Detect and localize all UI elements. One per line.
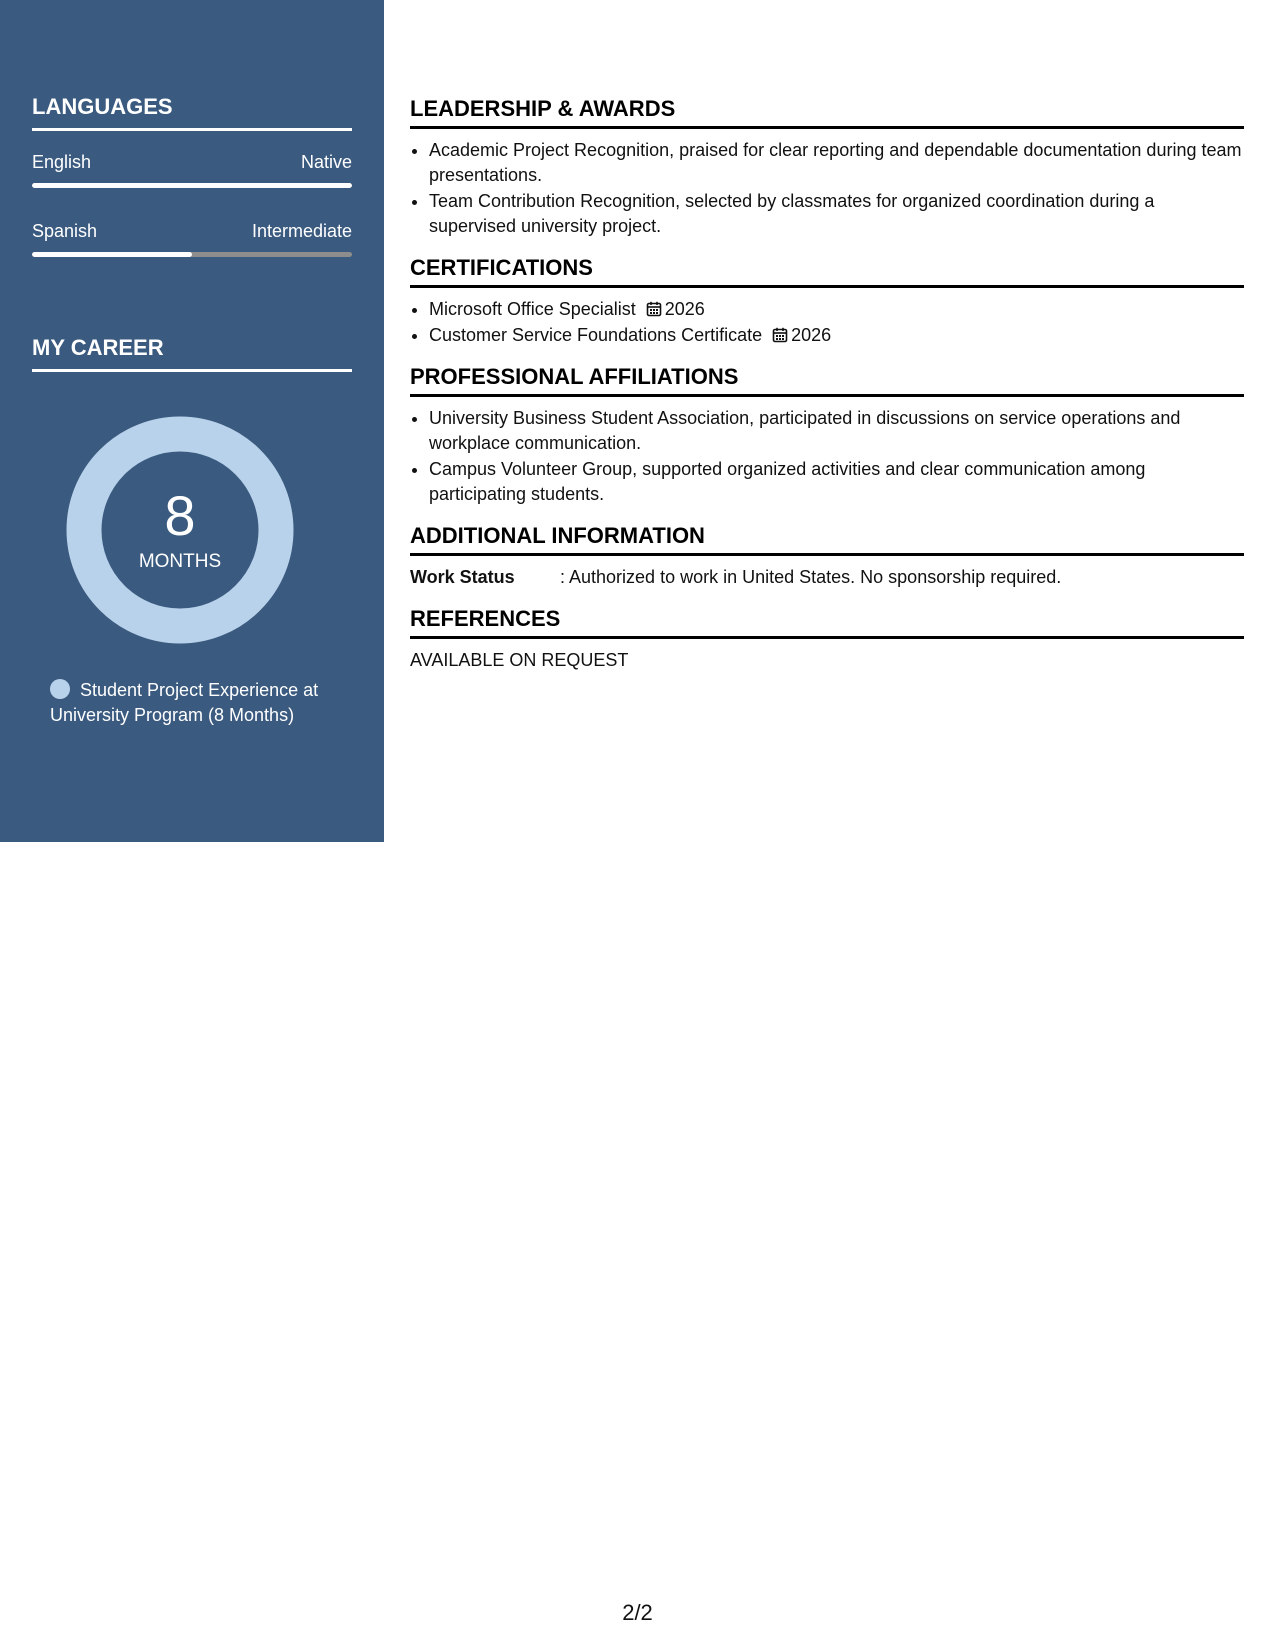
affiliations-section bbox=[410, 364, 1244, 507]
additional-info-section bbox=[410, 523, 1244, 590]
section-title: LEADERSHIP & AWARDS bbox=[410, 96, 1244, 129]
language-level: Intermediate bbox=[251, 221, 352, 241]
language-bar-spanish bbox=[32, 252, 352, 257]
section-title: PROFESSIONAL AFFILIATIONS bbox=[410, 364, 1244, 397]
list-item bbox=[429, 323, 1244, 348]
calendar-icon bbox=[646, 301, 662, 317]
language-bar-fill bbox=[32, 252, 192, 257]
certification-year: 2026 bbox=[791, 325, 832, 345]
section-title: ADDITIONAL INFORMATION bbox=[410, 523, 1244, 556]
list-item: • Team Contribution Recognition, selected by classmates for organized coordination during a supervised university project. bbox=[429, 189, 1244, 239]
affiliations-list bbox=[410, 406, 1244, 507]
list-item bbox=[429, 297, 1244, 322]
references-text: AVAILABLE ON REQUEST bbox=[410, 650, 629, 670]
languages-heading: LANGUAGES bbox=[32, 94, 352, 131]
certifications-section bbox=[410, 255, 1244, 348]
certification-name: Microsoft Office Specialist bbox=[429, 299, 636, 319]
page-number: 2/2 bbox=[622, 1600, 653, 1625]
main-content bbox=[410, 96, 1244, 689]
certifications-list bbox=[410, 297, 1244, 348]
legend-label: Student Project Experience at University Program (8 Months) bbox=[50, 680, 319, 725]
certification-year: 2026 bbox=[664, 299, 705, 319]
language-bar-english bbox=[32, 183, 352, 188]
leadership-section bbox=[410, 96, 1244, 239]
leadership-list bbox=[410, 138, 1244, 239]
certification-name: Customer Service Foundations Certificate bbox=[429, 325, 763, 345]
section-title: CERTIFICATIONS bbox=[410, 255, 1244, 288]
language-level: Native bbox=[300, 152, 352, 172]
language-bar-fill bbox=[32, 183, 352, 188]
work-status-row bbox=[410, 565, 1244, 590]
language-row-spanish bbox=[32, 221, 352, 242]
list-item: • University Business Student Association, participated in discussions on service operations and workplace communication. bbox=[429, 406, 1244, 456]
work-status-value: : Authorized to work in United States. No sponsorship required. bbox=[560, 567, 1062, 587]
sidebar bbox=[0, 0, 384, 842]
language-name: Spanish bbox=[32, 221, 98, 241]
list-item: • Academic Project Recognition, praised for clear reporting and dependable documentation during team presentations. bbox=[429, 138, 1244, 188]
career-legend-item bbox=[50, 678, 320, 728]
career-heading: MY CAREER bbox=[32, 335, 352, 372]
references-section bbox=[410, 606, 1244, 673]
language-row-english bbox=[32, 152, 352, 173]
calendar-icon bbox=[772, 327, 788, 343]
legend-dot bbox=[50, 679, 70, 699]
work-status-label: Work Status bbox=[410, 567, 515, 587]
list-item: • Campus Volunteer Group, supported organized activities and clear communication among participating students. bbox=[429, 457, 1244, 507]
career-total-value: 8 bbox=[164, 484, 196, 547]
career-total-unit: MONTHS bbox=[138, 551, 222, 572]
language-name: English bbox=[32, 152, 92, 172]
section-title: REFERENCES bbox=[410, 606, 1244, 639]
